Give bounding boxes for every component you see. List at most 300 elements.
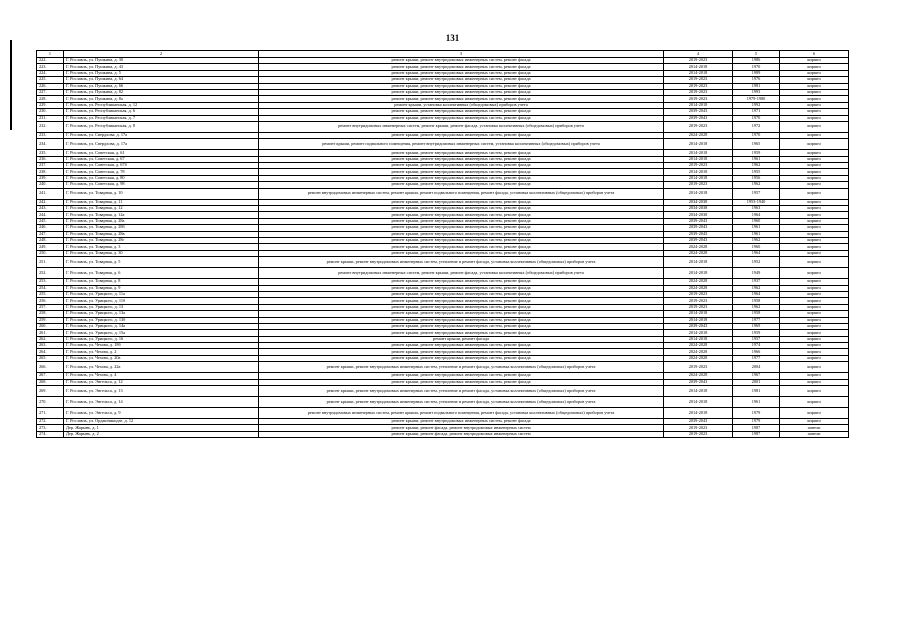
repair-period-cell: 2019-2023 [664, 431, 733, 437]
repair-works-cell: ремонт крыши, ремонт внутридомовых инженерных систем, ремонт фасада [259, 199, 664, 205]
repair-works-cell: ремонт крыши, ремонт внутридомовых инженерных систем, ремонт фасада [259, 237, 664, 243]
repair-works-cell: ремонт внутридомовых инженерных систем, ремонт крыши, ремонт фасада, установка коллективных (общедомовых) приборов учета [259, 121, 664, 132]
build-year-cell: 1981 [733, 83, 780, 89]
wall-material-cell: кирпич [780, 349, 849, 355]
build-year-cell: 1969 [733, 323, 780, 329]
row-number: 268. [37, 379, 64, 385]
wall-material-cell: кирпич [780, 343, 849, 349]
repair-works-cell: ремонт крыши, ремонт фасада, ремонт внутридомовых инженерных систем [259, 425, 664, 431]
repair-period-cell: 2019-2023 [664, 362, 733, 373]
wall-material-cell: кирпич [780, 77, 849, 83]
wall-material-cell: кирпич [780, 285, 849, 291]
wall-material-cell: кирпич [780, 218, 849, 224]
wall-material-cell: кирпич [780, 268, 849, 279]
wall-material-cell: кирпич [780, 250, 849, 256]
repair-period-cell: 2019-2023 [664, 291, 733, 297]
table-row [37, 386, 849, 397]
repair-period-cell: 2014-2018 [664, 169, 733, 175]
row-number: 233. [37, 132, 64, 138]
wall-material-cell: кирпич [780, 231, 849, 237]
repair-works-cell: ремонт крыши, ремонт внутридомовых инженерных систем, ремонт фасада [259, 163, 664, 169]
repair-period-cell: 2024-2028 [664, 132, 733, 138]
build-year-cell: 1970 [733, 64, 780, 70]
repair-period-cell: 2014-2018 [664, 336, 733, 342]
row-number: 259. [37, 317, 64, 323]
column-header: 4 [664, 51, 733, 58]
repair-works-cell: ремонт крыши, ремонт фасада [259, 336, 664, 342]
address-cell: Г. Рославль, ул. Чехова, д. 4 [64, 373, 259, 379]
address-cell: Г. Рославль, ул. Товарная, д. 28а [64, 218, 259, 224]
build-year-cell: 1962 [733, 237, 780, 243]
build-year-cell: 1961 [733, 231, 780, 237]
row-number: 240. [37, 182, 64, 188]
repair-works-cell: ремонт крыши, установка коллективных (общедомовых) приборов учета [259, 102, 664, 108]
wall-material-cell: кирпич [780, 115, 849, 121]
repair-works-cell: ремонт крыши, ремонт внутридомовых инженерных систем, ремонт фасада [259, 156, 664, 162]
repair-period-cell: 2014-2018 [664, 156, 733, 162]
repair-works-cell: ремонт крыши, ремонт внутридомовых инженерных систем, ремонт фасада [259, 218, 664, 224]
wall-material-cell: кирпич [780, 304, 849, 310]
address-cell: Г. Рославль, ул. Советская, д. 80 [64, 175, 259, 181]
wall-material-cell: кирпич [780, 311, 849, 317]
address-cell: Г. Рославль, ул. Чехова, д. 22а [64, 362, 259, 373]
address-cell: Г. Рославль, ул. Энгельса, д. 13 [64, 386, 259, 397]
repair-works-cell: ремонт крыши, ремонт внутридомовых инженерных систем, ремонт фасада [259, 231, 664, 237]
build-year-cell: 1971 [733, 109, 780, 115]
wall-material-cell: кирпич [780, 64, 849, 70]
repair-period-cell: 2039-2043 [664, 231, 733, 237]
row-number: 265. [37, 355, 64, 361]
wall-material-cell: кирпич [780, 70, 849, 76]
repair-period-cell: 2019-2023 [664, 121, 733, 132]
repair-works-cell: ремонт внутридомовых инженерных систем, ремонт крыши, ремонт подвального помещения, ремонт фасада, установка коллективных (общедомовых) приборов учета [259, 408, 664, 419]
row-number: 223. [37, 64, 64, 70]
address-cell: Г. Рославль, ул. Чехова, д. 20а [64, 355, 259, 361]
build-year-cell: 1962 [733, 182, 780, 188]
address-cell: Г. Рославль, ул. Республиканская, д. 8 [64, 121, 259, 132]
repair-works-cell: ремонт крыши, ремонт внутридомовых инженерных систем, ремонт фасада [259, 83, 664, 89]
repair-period-cell: 2024-2028 [664, 250, 733, 256]
wall-material-cell: кирпич [780, 132, 849, 138]
wall-material-cell: кирпич [780, 323, 849, 329]
table-row [37, 268, 849, 279]
repair-period-cell: 2014-2018 [664, 257, 733, 268]
address-cell: Г. Рославль, ул. Пушкина, д. 64 [64, 77, 259, 83]
repair-period-cell: 2014-2018 [664, 139, 733, 150]
repair-period-cell: 2024-2028 [664, 285, 733, 291]
repair-works-cell: ремонт крыши, ремонт внутридомовых инженерных систем, ремонт фасада [259, 212, 664, 218]
repair-period-cell: 2014-2018 [664, 330, 733, 336]
repair-period-cell: 2019-2023 [664, 304, 733, 310]
wall-material-cell: кирпич [780, 298, 849, 304]
repair-period-cell: 2024-2028 [664, 343, 733, 349]
repair-period-cell: 2039-2043 [664, 115, 733, 121]
address-cell: Г. Рославль, ул. Товарная, д. 12 [64, 206, 259, 212]
address-cell: Г. Рославль, ул. Советская, д. 67 [64, 156, 259, 162]
wall-material-cell: кирпич [780, 102, 849, 108]
repair-works-cell: ремонт крыши, ремонт внутридомовых инженерных систем, ремонт фасада [259, 304, 664, 310]
address-cell: Г. Рославль, ул. Свердлова, д. 17а [64, 139, 259, 150]
repair-works-cell: ремонт крыши, ремонт внутридомовых инженерных систем, ремонт фасада [259, 373, 664, 379]
build-year-cell: 1993 [733, 89, 780, 95]
repair-works-cell: ремонт крыши, ремонт внутридомовых инженерных систем, ремонт фасада [259, 89, 664, 95]
repair-period-cell: 2024-2028 [664, 244, 733, 250]
repair-period-cell: 2014-2018 [664, 317, 733, 323]
build-year-cell: 1979-1980 [733, 96, 780, 102]
row-number: 243. [37, 206, 64, 212]
repair-works-cell: ремонт крыши, ремонт внутридомовых инженерных систем, ремонт фасада [259, 109, 664, 115]
repair-period-cell: 2039-2043 [664, 237, 733, 243]
table-row [37, 188, 849, 199]
address-cell: Г. Рославль, ул. Товарная, д. 12а [64, 212, 259, 218]
row-number: 252. [37, 268, 64, 279]
address-cell: Г. Рославль, ул. Урицкого, д. 13а [64, 311, 259, 317]
repair-works-cell: ремонт крыши, ремонт подвального помещения, ремонт внутридомовых инженерных систем, установка коллективных (общедомовых) приборов учета [259, 139, 664, 150]
build-year-cell: 1966 [733, 349, 780, 355]
repair-period-cell: 2014-2018 [664, 188, 733, 199]
repair-period-cell: 2019-2023 [664, 89, 733, 95]
repair-works-cell: ремонт крыши, ремонт внутридомовых инженерных систем, утепление и ремонт фасада, установка коллективных (общедомовых) приборов учета [259, 397, 664, 408]
wall-material-cell: кирпич [780, 257, 849, 268]
column-header: 3 [259, 51, 664, 58]
build-year-cell: 1949 [733, 268, 780, 279]
repair-works-cell: ремонт крыши, ремонт внутридомовых инженерных систем, ремонт фасада [259, 96, 664, 102]
wall-material-cell: кирпич [780, 362, 849, 373]
address-cell: Г. Рославль, ул. Республиканская, д. 7 [64, 115, 259, 121]
build-year-cell: 1953-1940 [733, 199, 780, 205]
address-cell: Г. Рославль, ул. Энгельса, д. 9 [64, 408, 259, 419]
repair-works-cell: ремонт крыши, ремонт внутридомовых инженерных систем, ремонт фасада [259, 355, 664, 361]
row-number: 266. [37, 362, 64, 373]
build-year-cell: 1970 [733, 132, 780, 138]
build-year-cell: 1977 [733, 355, 780, 361]
margin-rule [10, 40, 12, 130]
table-body [37, 58, 849, 438]
row-number: 258. [37, 311, 64, 317]
build-year-cell: 1979 [733, 408, 780, 419]
row-number: 255. [37, 291, 64, 297]
row-number: 267. [37, 373, 64, 379]
wall-material-cell: кирпич [780, 206, 849, 212]
repair-works-cell: ремонт крыши, ремонт внутридомовых инженерных систем, ремонт фасада [259, 298, 664, 304]
row-number: 271. [37, 408, 64, 419]
build-year-cell: 1976 [733, 77, 780, 83]
repair-works-cell: ремонт крыши, ремонт внутридомовых инженерных систем, ремонт фасада [259, 323, 664, 329]
repair-works-cell: ремонт крыши, ремонт внутридомовых инженерных систем, ремонт фасада [259, 58, 664, 64]
address-cell: Г. Рославль, ул. Республиканская, д. 6 [64, 109, 259, 115]
row-number: 269. [37, 386, 64, 397]
build-year-cell: 1959 [733, 150, 780, 156]
row-number: 224. [37, 70, 64, 76]
column-number-row [37, 51, 849, 58]
address-cell: Г. Рославль, ул. Товарная, д. 28г [64, 237, 259, 243]
row-number: 245. [37, 218, 64, 224]
repair-works-cell: ремонт крыши, ремонт внутридомовых инженерных систем, ремонт фасада [259, 419, 664, 425]
row-number: 248. [37, 237, 64, 243]
column-header: 2 [64, 51, 259, 58]
address-cell: Г. Рославль, ул. Орджоникидзе, д. 12 [64, 419, 259, 425]
repair-period-cell: 2034-2038 [664, 212, 733, 218]
table-row [37, 397, 849, 408]
repair-works-cell: ремонт крыши, ремонт внутридомовых инженерных систем, утепление и ремонт фасада, установка коллективных (общедомовых) приборов учета [259, 257, 664, 268]
repair-period-cell: 2024-2028 [664, 279, 733, 285]
address-cell: Г. Рославль, ул. Пушкина, д. 5 [64, 70, 259, 76]
build-year-cell: 1957 [733, 188, 780, 199]
build-year-cell: 1962 [733, 285, 780, 291]
build-year-cell: 1958 [733, 311, 780, 317]
repair-period-cell: 2039-2043 [664, 323, 733, 329]
address-cell: Г. Рославль, ул. Товарная, д. 6 [64, 268, 259, 279]
row-number: 227. [37, 89, 64, 95]
repair-period-cell: 2039-2043 [664, 419, 733, 425]
build-year-cell: 1960 [733, 218, 780, 224]
repair-period-cell: 2019-2023 [664, 58, 733, 64]
build-year-cell: 1960 [733, 244, 780, 250]
build-year-cell: 1981 [733, 386, 780, 397]
table-row [37, 139, 849, 150]
repair-period-cell: 2014-2018 [664, 268, 733, 279]
build-year-cell: 2004 [733, 362, 780, 373]
column-header: 1 [37, 51, 64, 58]
build-year-cell: 1974 [733, 343, 780, 349]
address-cell: Г. Рославль, ул. Пушкина, д. 82 [64, 89, 259, 95]
row-number: 272. [37, 419, 64, 425]
address-cell: Г. Рославль, ул. Советская, д. 98 [64, 182, 259, 188]
build-year-cell: 1987 [733, 431, 780, 437]
wall-material-cell: кирпич [780, 386, 849, 397]
wall-material-cell: кирпич [780, 291, 849, 297]
build-year-cell: 1970 [733, 115, 780, 121]
wall-material-cell: кирпич [780, 188, 849, 199]
wall-material-cell: кирпич [780, 379, 849, 385]
table-row [37, 257, 849, 268]
row-number: 256. [37, 298, 64, 304]
repair-works-cell: ремонт крыши, ремонт внутридомовых инженерных систем, ремонт фасада [259, 317, 664, 323]
repair-works-cell: ремонт крыши, ремонт внутридомовых инженерных систем, ремонт фасада [259, 343, 664, 349]
wall-material-cell: панели [780, 431, 849, 437]
wall-material-cell: панели [780, 425, 849, 431]
address-cell: Г. Рославль, ул. Урицкого, д. 11б [64, 298, 259, 304]
wall-material-cell: кирпич [780, 121, 849, 132]
build-year-cell: 1961 [733, 156, 780, 162]
wall-material-cell: кирпич [780, 330, 849, 336]
repair-period-cell: 2034-2038 [664, 206, 733, 212]
build-year-cell: 1964 [733, 250, 780, 256]
wall-material-cell: кирпич [780, 373, 849, 379]
wall-material-cell: кирпич [780, 109, 849, 115]
row-number: 253. [37, 279, 64, 285]
address-cell: Г. Рославль, ул. Урицкого, д. 11а [64, 291, 259, 297]
address-cell: Г. Рославль, ул. Урицкого, д. 15а [64, 330, 259, 336]
address-cell: Г. Рославль, ул. Советская, д. 67б [64, 163, 259, 169]
repair-period-cell: 2014-2018 [664, 397, 733, 408]
row-number: 251. [37, 257, 64, 268]
repair-period-cell: 2019-2023 [664, 425, 733, 431]
repair-works-cell: ремонт крыши, ремонт внутридомовых инженерных систем, ремонт фасада [259, 132, 664, 138]
row-number: 250. [37, 250, 64, 256]
repair-period-cell: 2019-2023 [664, 83, 733, 89]
repair-period-cell: 2014-2018 [664, 150, 733, 156]
build-year-cell: 1986 [733, 58, 780, 64]
repair-period-cell: 2039-2043 [664, 218, 733, 224]
repair-period-cell: 2019-2023 [664, 96, 733, 102]
row-number: 246. [37, 225, 64, 231]
build-year-cell: 1957 [733, 336, 780, 342]
repair-period-cell: 2039-2043 [664, 379, 733, 385]
build-year-cell: 1979 [733, 419, 780, 425]
address-cell: Г. Рославль, ул. Урицкого, д. 13б [64, 317, 259, 323]
repair-works-cell: ремонт крыши, ремонт внутридомовых инженерных систем, ремонт фасада [259, 115, 664, 121]
repair-works-cell: ремонт крыши, ремонт внутридомовых инженерных систем, ремонт фасада [259, 182, 664, 188]
row-number: 228. [37, 96, 64, 102]
repair-works-cell: ремонт крыши, ремонт внутридомовых инженерных систем, ремонт фасада [259, 150, 664, 156]
wall-material-cell: кирпич [780, 175, 849, 181]
repair-period-cell: 2024-2028 [664, 355, 733, 361]
wall-material-cell: кирпич [780, 408, 849, 419]
address-cell: Г. Рославль, ул. Пушкина, д. 30 [64, 58, 259, 64]
row-number: 257. [37, 304, 64, 310]
row-number: 241. [37, 188, 64, 199]
row-number: 263. [37, 343, 64, 349]
repair-period-cell: 2039-2043 [664, 225, 733, 231]
wall-material-cell: кирпич [780, 96, 849, 102]
column-header: 5 [733, 51, 780, 58]
build-year-cell: 1958 [733, 298, 780, 304]
row-number: 264. [37, 349, 64, 355]
build-year-cell: 1992 [733, 102, 780, 108]
row-number: 242. [37, 199, 64, 205]
build-year-cell: 1961 [733, 225, 780, 231]
address-cell: Г. Рославль, ул. Товарная, д. 30 [64, 250, 259, 256]
repair-period-cell: 2014-2018 [664, 70, 733, 76]
address-cell: Г. Рославль, ул. Советская, д. 78 [64, 169, 259, 175]
row-number: 249. [37, 244, 64, 250]
wall-material-cell: кирпич [780, 225, 849, 231]
repair-works-cell: ремонт крыши, ремонт внутридомовых инженерных систем, ремонт фасада [259, 77, 664, 83]
address-cell: Г. Рославль, ул. Товарная, д. 3 [64, 244, 259, 250]
build-year-cell: 1972 [733, 121, 780, 132]
wall-material-cell: кирпич [780, 150, 849, 156]
wall-material-cell: кирпич [780, 89, 849, 95]
repair-period-cell: 2024-2028 [664, 349, 733, 355]
repair-works-cell: ремонт крыши, ремонт внутридомовых инженерных систем, ремонт фасада [259, 291, 664, 297]
address-cell: Г. Рославль, ул. Пушкина, д. 66 [64, 83, 259, 89]
repair-works-cell: ремонт крыши, ремонт внутридомовых инженерных систем, ремонт фасада [259, 225, 664, 231]
wall-material-cell: кирпич [780, 279, 849, 285]
column-header: 6 [780, 51, 849, 58]
address-cell: Дер. Жарынь, д. 2 [64, 431, 259, 437]
repair-works-cell: ремонт крыши, ремонт внутридомовых инженерных систем, ремонт фасада [259, 244, 664, 250]
address-cell: Г. Рославль, ул. Товарная, д. 5 [64, 257, 259, 268]
address-cell: Г. Рославль, ул. Урицкого, д. 13 [64, 304, 259, 310]
repair-works-cell: ремонт внутридомовых инженерных систем, ремонт крыши, ремонт подвального помещения, ремонт фасада, установка коллективных (общедомовых) приборов учета [259, 188, 664, 199]
repair-period-cell: 2014-2018 [664, 102, 733, 108]
address-cell: Дер. Жарынь, д. 1 [64, 425, 259, 431]
repair-period-cell: 2019-2023 [664, 182, 733, 188]
repair-works-cell: ремонт крыши, ремонт внутридомовых инженерных систем, ремонт фасада [259, 206, 664, 212]
row-number: 262. [37, 336, 64, 342]
address-cell: Г. Рославль, ул. Пушкина, д. 43 [64, 64, 259, 70]
housing-repair-table [36, 50, 849, 438]
build-year-cell: 1961 [733, 397, 780, 408]
row-number: 270. [37, 397, 64, 408]
repair-period-cell: 2014-2018 [664, 408, 733, 419]
repair-period-cell: 2014-2018 [664, 64, 733, 70]
row-number: 226. [37, 83, 64, 89]
address-cell: Г. Рославль, ул. Энгельса, д. 14 [64, 397, 259, 408]
repair-period-cell: 2019-2023 [664, 163, 733, 169]
row-number: 238. [37, 169, 64, 175]
wall-material-cell: кирпич [780, 199, 849, 205]
build-year-cell: 1987 [733, 425, 780, 431]
wall-material-cell: кирпич [780, 317, 849, 323]
row-number: 236. [37, 156, 64, 162]
repair-period-cell: 2019-2023 [664, 298, 733, 304]
build-year-cell: 1962 [733, 304, 780, 310]
build-year-cell: 1952 [733, 257, 780, 268]
table-row [37, 431, 849, 437]
wall-material-cell: кирпич [780, 139, 849, 150]
wall-material-cell: кирпич [780, 58, 849, 64]
repair-period-cell: 2014-2018 [664, 311, 733, 317]
repair-works-cell: ремонт крыши, ремонт фасада, ремонт внутридомовых инженерных систем [259, 431, 664, 437]
repair-works-cell: ремонт крыши, ремонт внутридомовых инженерных систем, ремонт фасада [259, 169, 664, 175]
row-number: 234. [37, 139, 64, 150]
repair-period-cell: 2039-2043 [664, 109, 733, 115]
wall-material-cell: кирпич [780, 244, 849, 250]
build-year-cell: 1956 [733, 175, 780, 181]
row-number: 239. [37, 175, 64, 181]
repair-period-cell: 2024-2028 [664, 373, 733, 379]
repair-works-cell: ремонт крыши, ремонт внутридомовых инженерных систем, ремонт фасада [259, 379, 664, 385]
row-number: 225. [37, 77, 64, 83]
build-year-cell: 1967 [733, 373, 780, 379]
repair-works-cell: ремонт крыши, ремонт внутридомовых инженерных систем, ремонт фасада [259, 330, 664, 336]
address-cell: Г. Рославль, ул. Товарная, д. 28б [64, 225, 259, 231]
repair-period-cell: 2019-2023 [664, 77, 733, 83]
row-number: 247. [37, 231, 64, 237]
address-cell: Г. Рославль, ул. Товарная, д. 28в [64, 231, 259, 237]
repair-works-cell: ремонт крыши, ремонт внутридомовых инженерных систем, ремонт фасада [259, 311, 664, 317]
wall-material-cell: кирпич [780, 169, 849, 175]
build-year-cell: 1963 [733, 206, 780, 212]
repair-works-cell: ремонт внутридомовых инженерных систем, ремонт крыши, ремонт фасада, установка коллективных (общедомовых) приборов учета [259, 268, 664, 279]
address-cell: Г. Рославль, ул. Урицкого, д. 14а [64, 323, 259, 329]
row-number: 254. [37, 285, 64, 291]
build-year-cell: 1955 [733, 169, 780, 175]
address-cell: Г. Рославль, ул. Товарная, д. 9 [64, 285, 259, 291]
row-number: 237. [37, 163, 64, 169]
table-row [37, 121, 849, 132]
build-year-cell: 1964 [733, 291, 780, 297]
wall-material-cell: кирпич [780, 83, 849, 89]
page-number: 131 [445, 33, 460, 43]
wall-material-cell: кирпич [780, 212, 849, 218]
address-cell: Г. Рославль, ул. Свердлова, д. 17а [64, 132, 259, 138]
build-year-cell: 1989 [733, 70, 780, 76]
address-cell: Г. Рославль, ул. Урицкого, д. 16 [64, 336, 259, 342]
wall-material-cell: кирпич [780, 355, 849, 361]
row-number: 235. [37, 150, 64, 156]
wall-material-cell: кирпич [780, 182, 849, 188]
wall-material-cell: кирпич [780, 397, 849, 408]
wall-material-cell: кирпич [780, 237, 849, 243]
address-cell: Г. Рославль, ул. Чехова, д. 18б [64, 343, 259, 349]
repair-works-cell: ремонт крыши, ремонт внутридомовых инженерных систем, утепление и ремонт фасада, установка коллективных (общедомовых) приборов учета [259, 362, 664, 373]
wall-material-cell: кирпич [780, 156, 849, 162]
row-number: 273. [37, 425, 64, 431]
address-cell: Г. Рославль, ул. Республиканская, д. 12 [64, 102, 259, 108]
